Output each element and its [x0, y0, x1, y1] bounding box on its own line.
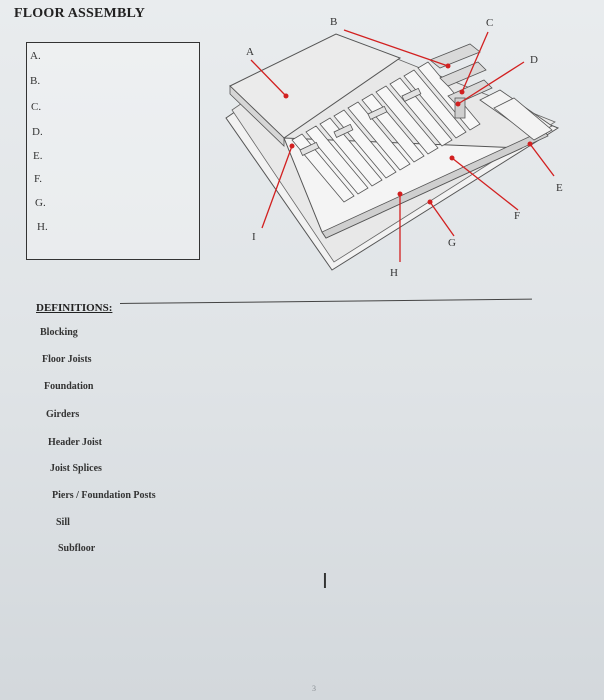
text-cursor-icon: I	[322, 569, 328, 593]
answer-label-g: G.	[35, 197, 46, 209]
diagram-label-h: H	[390, 267, 398, 279]
diagram-label-a: A	[246, 46, 254, 58]
diagram-label-i: I	[252, 231, 256, 243]
diagram-label-b: B	[330, 16, 338, 28]
definition-sill: Sill	[56, 517, 70, 528]
answer-label-c: C.	[31, 101, 42, 113]
diagram-label-f: F	[514, 210, 521, 222]
answer-label-f: F.	[34, 173, 42, 185]
diagram-label-g: G	[448, 237, 456, 249]
definition-joist-splices: Joist Splices	[50, 463, 102, 474]
answer-box	[26, 42, 200, 260]
answer-label-e: E.	[33, 150, 43, 162]
answer-label-a: A.	[30, 50, 41, 62]
floor-assembly-diagram	[218, 0, 604, 300]
definition-foundation: Foundation	[44, 381, 94, 392]
page-number: 3	[312, 684, 316, 693]
definition-girders: Girders	[46, 409, 80, 420]
answer-label-b: B.	[30, 75, 41, 87]
definition-header-joist: Header Joist	[48, 437, 102, 448]
definitions-heading: DEFINITIONS:	[36, 302, 113, 314]
definition-blocking: Blocking	[40, 327, 78, 338]
diagram-label-c: C	[486, 17, 494, 29]
diagram-label-d: D	[530, 54, 538, 66]
page-title: FLOOR ASSEMBLY	[14, 6, 146, 21]
definition-floor-joists: Floor Joists	[42, 354, 92, 365]
definition-subfloor: Subfloor	[58, 543, 96, 554]
definition-piers: Piers / Foundation Posts	[52, 490, 156, 501]
answer-label-h: H.	[37, 221, 48, 233]
answer-label-d: D.	[32, 126, 43, 138]
diagram-label-e: E	[556, 182, 563, 194]
